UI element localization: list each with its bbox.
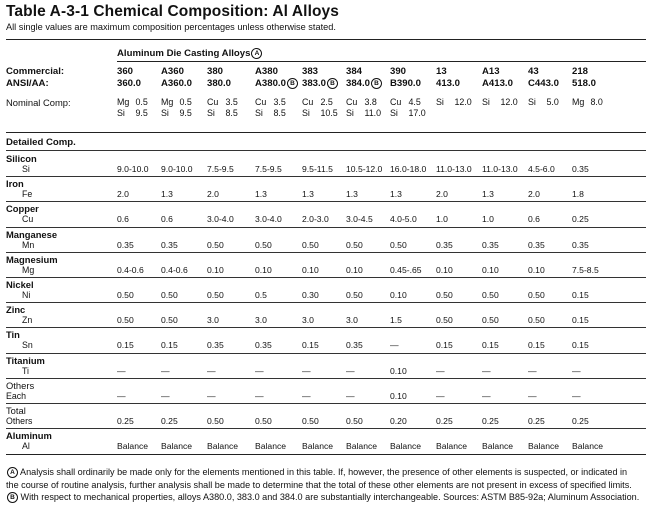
table-cell: — <box>436 365 445 376</box>
element-symbol: Cu <box>22 214 34 225</box>
table-cell: 1.3 <box>255 189 267 200</box>
group-header <box>117 48 262 59</box>
table-cell: Balance <box>346 441 378 452</box>
alloy-ansi-text: A360.0 <box>161 78 192 89</box>
table-cell: Balance <box>255 441 287 452</box>
table-cell: 1.3 <box>482 189 494 200</box>
nominal-value: 9.5 <box>179 108 192 118</box>
nominal-cell <box>255 97 286 119</box>
nominal-cell <box>117 97 148 119</box>
nominal-cell <box>528 97 559 108</box>
table-cell: 7.5-9.5 <box>207 164 234 174</box>
element-name: Magnesium <box>6 253 58 265</box>
table-cell: 0.50 <box>528 290 545 300</box>
alloy-ansi <box>436 78 460 89</box>
table-cell: 0.50 <box>436 290 453 300</box>
table-cell: 0.15 <box>161 340 178 351</box>
table-cell: — <box>255 365 264 376</box>
table-cell: 0.25 <box>528 416 545 426</box>
element-name: Iron <box>6 178 24 190</box>
table-cell: 0.50 <box>302 416 319 426</box>
nominal-element: Si <box>161 108 169 118</box>
nominal-line <box>207 108 238 119</box>
alloy-ansi <box>528 78 559 89</box>
element-symbol: Zn <box>22 315 33 326</box>
table-cell: 0.50 <box>528 315 545 326</box>
alloy-ansi <box>390 78 421 89</box>
footnote-marker-a: A <box>7 467 18 478</box>
table-cell: 0.4-0.6 <box>161 264 188 275</box>
alloy-ansi-text: 413.0 <box>436 78 461 89</box>
table-cell: Balance <box>302 441 334 452</box>
nominal-value: 11.0 <box>364 108 382 118</box>
table-cell: 0.20 <box>390 416 407 426</box>
nominal-cell <box>436 97 472 108</box>
table-cell: 0.10 <box>436 264 453 275</box>
table-cell: 0.15 <box>117 340 134 351</box>
table-cell: 0.10 <box>528 264 545 275</box>
table-cell: Balance <box>572 441 604 452</box>
element-symbol: Mn <box>22 239 35 250</box>
table-cell: 11.0-13.0 <box>482 164 518 174</box>
table-cell: 0.10 <box>390 290 407 300</box>
table-cell: 0.50 <box>255 416 272 426</box>
nominal-cell <box>302 97 338 119</box>
table-subtitle: All single values are maximum composition percentages unless otherwise stated. <box>6 22 336 32</box>
table-cell: 1.0 <box>436 214 448 225</box>
nominal-value: 5.0 <box>546 97 559 107</box>
table-cell: 0.15 <box>528 340 545 351</box>
footnote-marker-b: B <box>327 78 338 89</box>
table-cell: — <box>482 390 491 401</box>
nominal-element: Mg <box>161 97 174 107</box>
table-cell: 9.5-11.5 <box>302 164 333 174</box>
row-separator <box>6 428 646 429</box>
row-separator <box>6 403 646 404</box>
nominal-value: 0.5 <box>135 97 148 107</box>
table-cell: 1.3 <box>302 189 314 200</box>
table-cell: 0.35 <box>436 239 453 250</box>
nominal-value: 3.8 <box>364 97 377 107</box>
nominal-value: 9.5 <box>135 108 148 118</box>
table-cell: 0.50 <box>207 239 224 250</box>
nominal-cell <box>482 97 518 108</box>
table-cell: 0.50 <box>346 290 363 300</box>
table-cell: Balance <box>161 441 193 452</box>
alloy-commercial: 390 <box>390 66 407 77</box>
table-cell: 0.50 <box>390 239 407 250</box>
table-cell: 0.50 <box>207 290 224 300</box>
nominal-element: Si <box>302 108 310 118</box>
alloy-ansi-text: 384.0 <box>346 78 371 89</box>
table-cell: 0.25 <box>436 416 453 426</box>
nominal-element: Mg <box>117 97 130 107</box>
table-cell: — <box>528 365 537 376</box>
nominal-value: 8.0 <box>590 97 603 107</box>
element-name: Copper <box>6 203 39 215</box>
detailed-rule <box>6 132 646 133</box>
table-cell: 0.35 <box>117 239 134 250</box>
row-separator <box>6 201 646 202</box>
nominal-line <box>255 108 286 119</box>
table-cell: 0.25 <box>482 416 499 426</box>
table-cell: 1.3 <box>390 189 402 200</box>
table-cell: 0.6 <box>161 214 173 225</box>
element-symbol: Ti <box>22 365 30 376</box>
element-name: Zinc <box>6 304 26 316</box>
nominal-value: 0.5 <box>179 97 192 107</box>
table-cell: 3.0 <box>255 315 267 326</box>
nominal-element: Si <box>436 97 444 107</box>
table-cell: 11.0-13.0 <box>436 164 472 174</box>
nominal-line <box>390 108 426 119</box>
table-cell: Balance <box>436 441 468 452</box>
table-cell: — <box>572 390 581 401</box>
nominal-value: 3.5 <box>225 97 238 107</box>
table-cell: — <box>161 365 170 376</box>
table-cell: 9.0-10.0 <box>161 164 193 174</box>
alloy-ansi <box>255 78 298 89</box>
alloy-ansi <box>207 78 231 89</box>
table-cell: 0.35 <box>346 340 363 351</box>
table-cell: — <box>346 390 355 401</box>
alloy-ansi-text: 360.0 <box>117 78 142 89</box>
element-name: Manganese <box>6 228 58 240</box>
table-cell: 0.25 <box>117 416 134 426</box>
table-cell: 0.35 <box>482 239 499 250</box>
element-name: Aluminum <box>6 430 52 442</box>
table-cell: — <box>528 390 537 401</box>
element-name: Others <box>6 379 35 391</box>
alloy-ansi-text: 383.0 <box>302 78 327 89</box>
nominal-cell <box>207 97 238 119</box>
table-cell: — <box>302 365 311 376</box>
row-separator <box>6 378 646 379</box>
table-cell: 0.50 <box>117 290 134 300</box>
table-cell: — <box>390 340 399 351</box>
table-cell: Balance <box>117 441 149 452</box>
table-cell: — <box>436 390 445 401</box>
table-cell: 0.10 <box>390 390 407 401</box>
nominal-line <box>302 108 338 119</box>
table-cell: 0.10 <box>346 264 363 275</box>
table-cell: 2.0 <box>528 189 540 200</box>
alloy-ansi-text: 380.0 <box>207 78 232 89</box>
element-name: Total <box>6 405 26 416</box>
table-cell: 3.0-4.0 <box>255 214 282 225</box>
table-cell: 0.15 <box>572 340 589 351</box>
alloy-commercial: 380 <box>207 66 224 77</box>
table-cell: 0.35 <box>207 340 224 351</box>
row-separator <box>6 176 646 177</box>
table-cell: 3.0-4.0 <box>207 214 234 225</box>
table-cell: 0.50 <box>482 290 499 300</box>
table-cell: 0.15 <box>302 340 319 351</box>
ansi-label: ANSI/AA: <box>6 78 49 89</box>
table-cell: — <box>117 365 126 376</box>
table-cell: 0.50 <box>482 315 499 326</box>
table-cell: 0.10 <box>255 264 272 275</box>
table-cell: 3.0 <box>207 315 219 326</box>
table-cell: 0.50 <box>346 239 363 250</box>
nominal-element: Si <box>528 97 536 107</box>
table-cell: 0.45-.65 <box>390 264 422 275</box>
table-cell: 9.0-10.0 <box>117 164 149 174</box>
table-cell: 0.4-0.6 <box>117 264 144 275</box>
nominal-element: Cu <box>390 97 402 107</box>
table-cell: 0.10 <box>207 264 224 275</box>
table-cell: 0.50 <box>207 416 224 426</box>
table-cell: — <box>346 365 355 376</box>
table-cell: 0.35 <box>572 239 589 250</box>
table-cell: 1.3 <box>161 189 173 200</box>
table-cell: 0.10 <box>390 365 407 376</box>
nominal-label: Nominal Comp: <box>6 97 71 108</box>
nominal-line <box>346 108 381 119</box>
nominal-line <box>346 97 381 108</box>
table-cell: 0.6 <box>117 214 129 225</box>
nominal-line <box>161 108 192 119</box>
element-symbol: Mg <box>22 264 35 275</box>
nominal-line <box>117 108 148 119</box>
alloy-ansi-text: B390.0 <box>390 78 421 89</box>
nominal-line <box>528 97 559 108</box>
table-cell: — <box>161 390 170 401</box>
table-cell: 4.5-6.0 <box>528 164 555 174</box>
table-cell: 0.50 <box>117 315 134 326</box>
nominal-line <box>302 97 338 108</box>
table-cell: — <box>207 365 216 376</box>
alloy-commercial: A380 <box>255 66 278 77</box>
nominal-element: Cu <box>346 97 358 107</box>
footnote-marker-b: B <box>7 492 18 503</box>
table-cell: — <box>255 390 264 401</box>
footnote-marker-b: B <box>287 78 298 89</box>
nominal-element: Si <box>207 108 215 118</box>
alloy-ansi-text: A380.0 <box>255 78 286 89</box>
nominal-element: Si <box>390 108 398 118</box>
alloy-ansi <box>161 78 192 89</box>
table-cell: 16.0-18.0 <box>390 164 427 174</box>
nominal-line <box>117 97 148 108</box>
alloy-commercial: 43 <box>528 66 539 77</box>
nominal-line <box>161 97 192 108</box>
table-cell: 3.0-4.5 <box>346 214 373 225</box>
table-cell: 0.50 <box>255 239 272 250</box>
nominal-line <box>390 97 426 108</box>
table-cell: — <box>482 365 491 376</box>
table-cell: 2.0 <box>117 189 129 200</box>
nominal-value: 3.5 <box>273 97 286 107</box>
nominal-line <box>207 97 238 108</box>
table-cell: 0.10 <box>482 264 499 275</box>
table-cell: 0.35 <box>572 164 589 174</box>
nominal-value: 2.5 <box>320 97 333 107</box>
nominal-element: Si <box>346 108 354 118</box>
alloy-ansi-text: A413.0 <box>482 78 513 89</box>
element-symbol: Others <box>6 416 33 426</box>
table-cell: 0.5 <box>255 290 267 300</box>
alloy-ansi <box>572 78 596 89</box>
table-cell: 1.3 <box>346 189 358 200</box>
table-cell: 1.0 <box>482 214 494 225</box>
nominal-element: Si <box>255 108 263 118</box>
alloy-commercial: A13 <box>482 66 500 77</box>
row-separator <box>6 327 646 328</box>
row-separator <box>6 277 646 278</box>
table-cell: 0.30 <box>302 290 319 300</box>
element-symbol: Each <box>6 390 27 401</box>
table-cell: 4.0-5.0 <box>390 214 417 225</box>
nominal-cell <box>390 97 426 119</box>
element-name: Nickel <box>6 279 34 290</box>
alloy-commercial: A360 <box>161 66 184 77</box>
table-cell: — <box>207 390 216 401</box>
footnote-text-b: With respect to mechanical properties, alloys A380.0, 383.0 and 384.0 are substantially interchangeable. Sources: ASTM B85-92a; Aluminum Association. <box>20 492 640 503</box>
table-cell: 0.50 <box>346 416 363 426</box>
nominal-value: 8.5 <box>273 108 286 118</box>
alloy-ansi <box>302 78 338 89</box>
table-cell: — <box>302 390 311 401</box>
alloy-ansi <box>117 78 141 89</box>
table-cell: 2.0-3.0 <box>302 214 329 225</box>
nominal-value: 12.0 <box>500 97 518 107</box>
row-separator <box>6 302 646 303</box>
footnote-marker-a: A <box>251 48 262 59</box>
element-symbol: Sn <box>22 340 33 351</box>
row-separator <box>6 252 646 253</box>
table-cell: — <box>117 390 126 401</box>
element-symbol: Ni <box>22 290 31 300</box>
footnote-marker-b: B <box>371 78 382 89</box>
nominal-cell <box>346 97 381 119</box>
table-cell: 0.25 <box>161 416 178 426</box>
table-cell: — <box>572 365 581 376</box>
nominal-line <box>436 97 472 108</box>
table-cell: 2.0 <box>436 189 448 200</box>
header-rule-group <box>117 61 646 62</box>
nominal-value: 4.5 <box>408 97 421 107</box>
nominal-element: Cu <box>255 97 267 107</box>
alloy-commercial: 360 <box>117 66 134 77</box>
table-cell: 0.35 <box>255 340 272 351</box>
table-cell: 0.15 <box>482 340 499 351</box>
table-bottom-rule <box>6 454 646 455</box>
alloy-commercial: 384 <box>346 66 363 77</box>
nominal-line <box>255 97 286 108</box>
nominal-line <box>482 97 518 108</box>
table-cell: 0.25 <box>572 416 589 426</box>
nominal-cell <box>161 97 192 119</box>
group-header-text: Aluminum Die Casting Alloys <box>117 48 251 59</box>
table-cell: 3.0 <box>346 315 358 326</box>
alloy-ansi-text: C443.0 <box>528 78 559 89</box>
table-title: Table A-3-1 Chemical Composition: Al Alloys <box>6 3 340 20</box>
table-cell: 3.0 <box>302 315 314 326</box>
table-cell: 2.0 <box>207 189 219 200</box>
alloy-commercial: 13 <box>436 66 447 77</box>
nominal-value: 10.5 <box>320 108 338 118</box>
element-symbol: Si <box>22 164 30 174</box>
alloy-ansi <box>482 78 513 89</box>
table-cell: 0.35 <box>528 239 545 250</box>
alloy-commercial: 383 <box>302 66 319 77</box>
element-symbol: Fe <box>22 189 33 200</box>
table-cell: 10.5-12.0 <box>346 164 383 174</box>
table-cell: 0.50 <box>436 315 453 326</box>
table-cell: 0.10 <box>302 264 319 275</box>
detailed-label: Detailed Comp. <box>6 137 76 148</box>
nominal-element: Mg <box>572 97 585 107</box>
table-cell: 0.6 <box>528 214 540 225</box>
nominal-element: Si <box>482 97 490 107</box>
table-cell: 0.35 <box>161 239 178 250</box>
table-cell: Balance <box>528 441 560 452</box>
footnote <box>6 466 642 504</box>
element-symbol: Al <box>22 441 30 452</box>
alloy-commercial: 218 <box>572 66 589 77</box>
element-name: Tin <box>6 329 20 341</box>
table-cell: 0.50 <box>302 239 319 250</box>
table-cell: 1.8 <box>572 189 584 200</box>
footnote-text-a: Analysis shall ordinarily be made only for the elements mentioned in this table. If, however, the presence of other elements is suspected, or indicated in the course of routine analysis, further analysis shall be made to determine that the total of these other elements are not present in excess of specified limits. <box>6 467 632 490</box>
table-cell: 7.5-8.5 <box>572 264 599 275</box>
detailed-rule-bottom <box>6 150 646 151</box>
nominal-cell <box>572 97 603 108</box>
element-name: Silicon <box>6 153 37 164</box>
nominal-line <box>572 97 603 108</box>
table-cell: 1.5 <box>390 315 402 326</box>
nominal-element: Si <box>117 108 125 118</box>
commercial-label: Commercial: <box>6 66 65 77</box>
row-separator <box>6 227 646 228</box>
alloy-ansi-text: 518.0 <box>572 78 597 89</box>
nominal-element: Cu <box>207 97 219 107</box>
nominal-element: Cu <box>302 97 314 107</box>
table-cell: 0.25 <box>572 214 589 225</box>
table-cell: Balance <box>207 441 239 452</box>
nominal-value: 17.0 <box>408 108 426 118</box>
table-cell: 0.15 <box>572 290 589 300</box>
alloy-ansi <box>346 78 382 89</box>
table-cell: Balance <box>390 441 422 452</box>
nominal-value: 8.5 <box>225 108 238 118</box>
table-cell: 7.5-9.5 <box>255 164 282 174</box>
table-cell: 0.50 <box>161 290 178 300</box>
table-cell: Balance <box>482 441 514 452</box>
table-cell: 0.15 <box>572 315 589 326</box>
row-separator <box>6 353 646 354</box>
nominal-value: 12.0 <box>454 97 472 107</box>
table-cell: 0.50 <box>161 315 178 326</box>
element-name: Titanium <box>6 354 45 366</box>
header-rule-top <box>6 39 646 40</box>
table-cell: 0.15 <box>436 340 453 351</box>
